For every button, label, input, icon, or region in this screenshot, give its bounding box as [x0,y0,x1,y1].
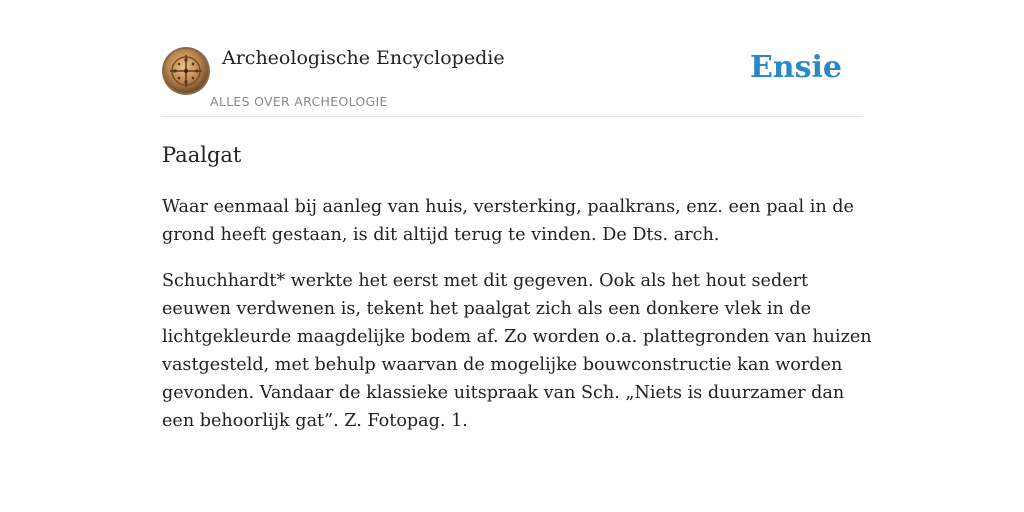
article-title: Paalgat [162,143,242,167]
ensie-brand-link[interactable]: Ensie [749,50,842,85]
site-tagline: ALLES OVER ARCHEOLOGIE [210,94,388,109]
encyclopedia-logo-icon[interactable] [162,47,210,95]
header [162,46,862,117]
article-paragraph: Waar eenmaal bij aanleg van huis, versterking, paalkrans, enz. een paal in de grond heeft gestaan, is dit altijd terug te vinden. De Dts. arch. [162,197,854,245]
article-paragraph: Schuchhardt* werkte het eerst met dit gegeven. Ook als het hout sedert eeuwen verdwenen is, tekent het paalgat zich als een donkere vlek in de lichtgekleurde maagdelijke bodem af. Zo worden o.a. plattegronden van huizen vastgesteld, met behulp waarvan de mogelijke bouwconstructie kan worden gevonden. Vandaar de klassieke uitspraak van Sch. „Niets is duurzamer dan een behoorlijk gat”. Z. Fotopag. 1. [162,271,872,431]
article [162,139,874,453]
site-title[interactable]: Archeologische Encyclopedie [222,47,505,69]
